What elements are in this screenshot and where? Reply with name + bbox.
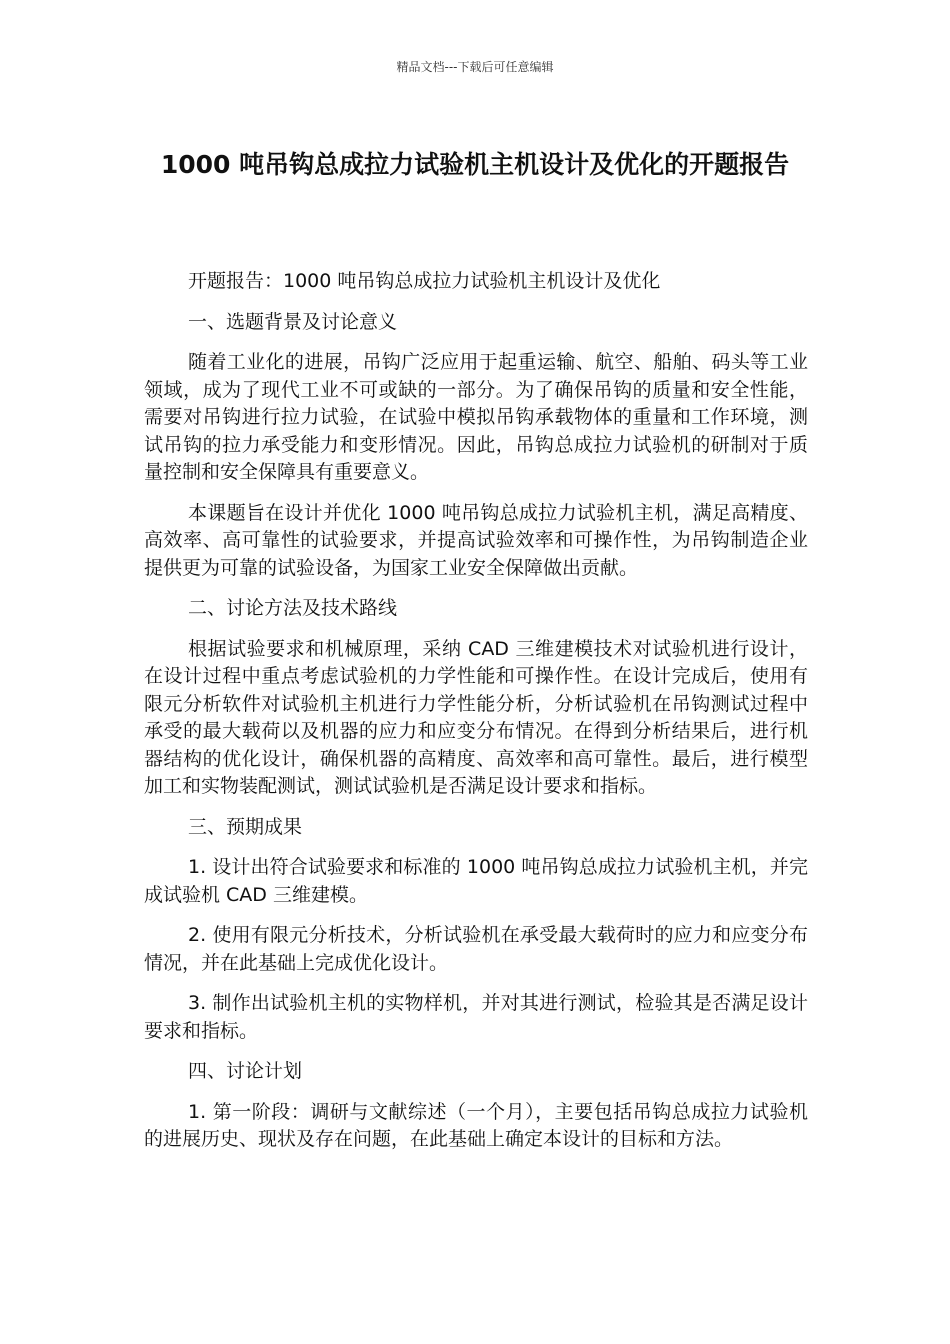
outcome-item-1: 1. 设计出符合试验要求和标准的 1000 吨吊钩总成拉力试验机主机，并完成试验机 CAD 三维建模。	[144, 856, 808, 906]
paragraph-objective: 本课题旨在设计并优化 1000 吨吊钩总成拉力试验机主机，满足高精度、高效率、高可靠性的试验要求，并提高试验效率和可操作性，为吊钩制造企业提供更为可靠的试验设备，为国家工业安全保障做出贡献。	[144, 501, 808, 579]
document-title: 1000 吨吊钩总成拉力试验机主机设计及优化的开题报告	[160, 150, 790, 179]
plan-item-1: 1. 第一阶段：调研与文献综述（一个月），主要包括吊钩总成拉力试验机的进展历史、现状及存在问题，在此基础上确定本设计的目标和方法。	[144, 1100, 808, 1150]
paragraph-background: 随着工业化的进展，吊钩广泛应用于起重运输、航空、船舶、码头等工业领域，成为了现代工业不可或缺的一部分。为了确保吊钩的质量和安全性能，需要对吊钩进行拉力试验，在试验中模拟吊钩承载物体的重量和工作环境，测试吊钩的拉力承受能力和变形情况。因此，吊钩总成拉力试验机的研制对于质量控制和安全保障具有重要意义。	[144, 351, 808, 483]
report-subject-line: 开题报告：1000 吨吊钩总成拉力试验机主机设计及优化	[188, 270, 661, 292]
paragraph-method: 根据试验要求和机械原理，采纳 CAD 三维建模技术对试验机进行设计，在设计过程中重点考虑试验机的力学性能和可操作性。在设计完成后，使用有限元分析软件对试验机主机进行力学性能分析，分析试验机在吊钩测试过程中承受的最大载荷以及机器的应力和应变分布情况。在得到分析结果后，进行机器结构的优化设计，确保机器的高精度、高效率和高可靠性。最后，进行模型加工和实物装配测试，测试试验机是否满足设计要求和指标。	[144, 637, 808, 797]
section-heading-plan: 四、讨论计划	[188, 1060, 303, 1082]
section-heading-method: 二、讨论方法及技术路线	[188, 597, 398, 619]
outcome-item-2: 2. 使用有限元分析技术，分析试验机在承受最大载荷时的应力和应变分布情况，并在此基础上完成优化设计。	[144, 924, 808, 974]
outcome-item-3: 3. 制作出试验机主机的实物样机，并对其进行测试，检验其是否满足设计要求和指标。	[144, 992, 808, 1042]
document-body	[144, 268, 808, 1167]
header-note: 精品文档---下载后可任意编辑	[396, 60, 554, 74]
section-heading-outcomes: 三、预期成果	[188, 815, 303, 838]
section-heading-background: 一、选题背景及讨论意义	[188, 310, 398, 333]
